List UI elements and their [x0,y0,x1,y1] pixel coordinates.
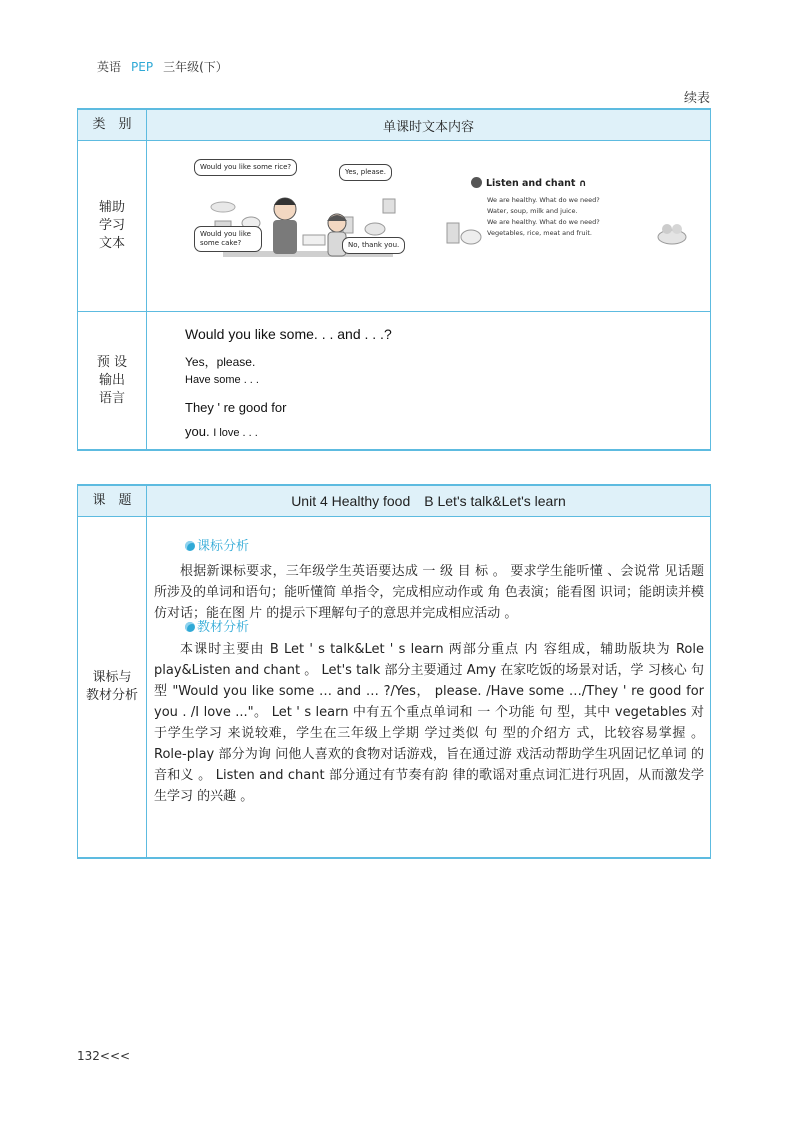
header-topic: 课 题 [78,485,147,517]
curriculum-analysis-heading: 课标分析 [185,535,249,554]
speech-bubble-yes: Yes, please. [339,164,392,181]
auxiliary-text-label: 辅助 学习 文本 [78,141,147,312]
language-line: you. I love . . . [185,424,258,439]
listen-and-chant-box [465,177,670,273]
page-number: 132<<< [77,1049,131,1063]
header-subject: 英语 [97,60,122,74]
analysis-label: 课标与 教材分析 [78,517,147,859]
section-bullet-icon [185,541,195,551]
lesson-text-table [77,108,711,451]
header-content: 单课时文本内容 [147,109,711,141]
curriculum-analysis-text: 根据新课标要求，三年级学生英语要达成 一 级 目 标 。 要求学生能听懂 、会说常 见话题所涉及的单词和语句；能听懂简 单指令，完成相应动作或 角 色表演；能看图 识词；能朗读并模仿对话；能在图 片 的提示下理解句子的意思并完成相应活动 。 [154,564,704,621]
page-header [97,58,228,75]
lesson-title: Unit 4 Healthy food B Let's talk&Let's learn [147,485,711,517]
table-header-row [78,485,711,517]
chant-lyrics: We are healthy. What do we need? Water, soup, milk and juice. We are healthy. What do we need? Vegetables, rice, meat and fruit. [487,196,600,237]
auxiliary-text-row [78,141,711,312]
textbook-analysis-text: 本课时主要由 B Let ' s talk&Let ' s learn 两部分重点 内 容组成，辅助版块为 Role play&Listen and chant 。 Let's talk 部分主要通过 Amy 在家吃饭的场景对话，学 习核心 句 型 "Would you like some … and … ?/Yes， please. /Have some …/They ' re good for you . /I love ..."。 Let ' s learn 中有五个重点单词和 一 个功能 句 型，其中 vegetables 对于学生学习 来说较难，学生在三年级上学期 学过类似 句 型的介绍方 式，比较容易掌握 。 Role-play 部分为询 问他人喜欢的食物对话游戏，旨在通过游 戏活动帮助学生巩固记忆单词 的音和义 。 Listen and chant 部分通过有节奏有韵 律的歌谣对重点词汇进行巩固，从而激发学生学习 的兴趣 。 [154,642,704,804]
chant-title: Listen and chant ∩ [471,177,586,189]
preset-language-row [78,312,711,451]
header-grade: 三年级(下） [163,60,228,74]
language-line: Have some . . . [185,374,259,386]
header-category: 类 别 [78,109,147,141]
vegetables-icon [443,217,483,247]
fruit-bowl-icon [655,217,689,247]
lesson-analysis-table [77,484,711,859]
speech-bubble-rice: Would you like some rice? [194,159,297,176]
textbook-analysis-heading: 教材分析 [185,616,249,635]
language-line: Yes，please. [185,355,256,369]
section-bullet-icon [185,622,195,632]
dialogue-illustration [193,151,417,299]
headphones-icon: ∩ [578,178,587,189]
language-line: They ' re good for [185,400,287,415]
speech-bubble-cake: Would you like some cake? [194,226,262,252]
preset-language-content [147,312,711,451]
analysis-row [78,517,711,859]
header-edition: PEP [131,60,154,74]
continued-label: 续表 [683,91,710,106]
analysis-content [147,517,711,859]
speech-bubble-no: No, thank you. [342,237,405,254]
preset-language-label: 预 设 输出 语言 [78,312,147,451]
language-line: Would you like some. . . and . . .? [185,326,392,342]
chant-badge-icon [471,177,482,188]
table-header-row [78,109,711,141]
auxiliary-illustrations [147,141,711,312]
